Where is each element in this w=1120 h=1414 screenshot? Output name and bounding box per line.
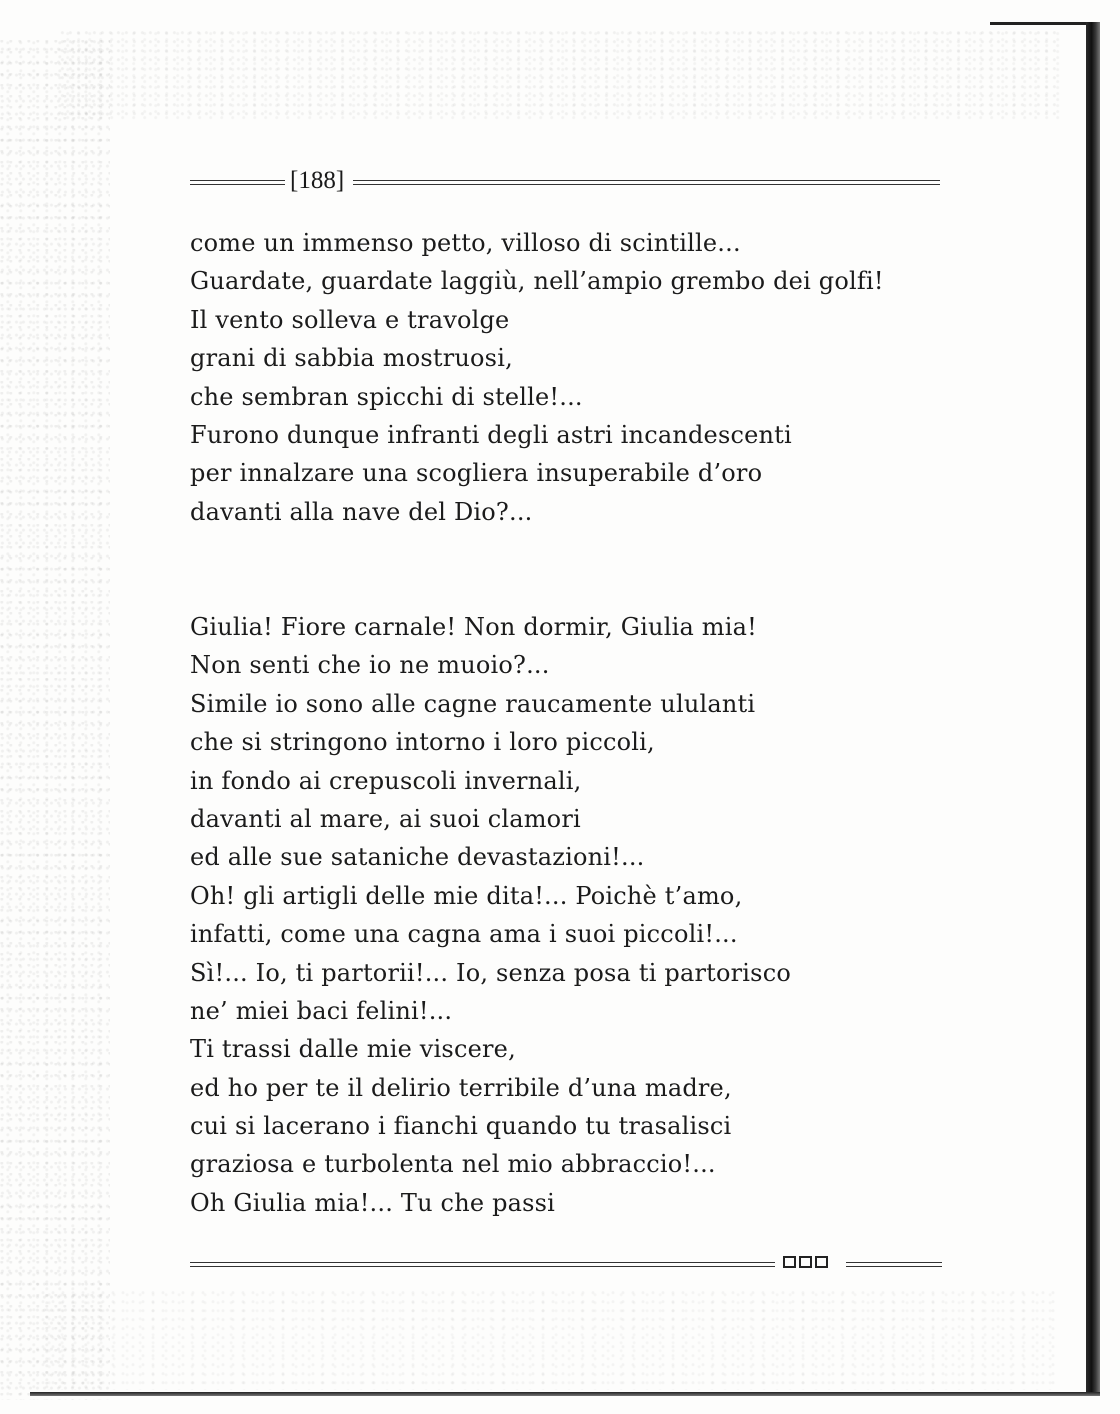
poem-line: Guardate, guardate laggiù, nell’ampio grembo dei golfi! (190, 267, 884, 296)
poem-line: Oh! gli artigli delle mie dita!... Poichè t’amo, (190, 881, 743, 910)
poem-line: graziosa e turbolenta nel mio abbraccio!... (190, 1150, 716, 1179)
poem-line: ed alle sue sataniche devastazioni!... (190, 843, 645, 872)
poem-line: infatti, come una cagna ama i suoi piccoli!... (190, 920, 738, 949)
ornament-boxes (783, 1256, 828, 1268)
poem-line: ne’ miei baci felini!... (190, 996, 453, 1025)
footer-rule-right (846, 1262, 942, 1267)
poem-line: davanti al mare, ai suoi clamori (190, 804, 581, 833)
poem-line: Il vento solleva e travolge (190, 305, 510, 334)
page-edge-top (990, 22, 1100, 25)
poem-line: come un immenso petto, villoso di scintille... (190, 229, 741, 257)
poem-line: Oh Giulia mia!... Tu che passi (190, 1188, 556, 1217)
poem-line: Non senti che io ne muoio?... (190, 651, 550, 680)
poem-line: che si stringono intorno i loro piccoli, (190, 728, 655, 757)
scan-noise-top (60, 30, 1060, 120)
page-header (190, 166, 940, 196)
ornament-square-icon (799, 1256, 812, 1268)
poem-line: per innalzare una scogliera insuperabile d’oro (190, 459, 763, 488)
poem-line: Furono dunque infranti degli astri incandescenti (190, 420, 792, 449)
poem-line: Sì!... Io, ti partorii!... Io, senza posa ti partorisco (190, 958, 791, 987)
page-edge-bottom (30, 1392, 1100, 1396)
poem-line: Simile io sono alle cagne raucamente ululanti (190, 689, 756, 718)
scan-noise-left (0, 40, 110, 1400)
poem-line: Ti trassi dalle mie viscere, (190, 1035, 516, 1064)
scan-noise-bottom (40, 1290, 1060, 1390)
poem-line: Giulia! Fiore carnale! Non dormir, Giulia mia! (190, 613, 757, 641)
stanza-1 (190, 224, 884, 531)
ornament-square-icon (783, 1256, 796, 1268)
footer-ornament (190, 1256, 942, 1276)
page-edge-right (1086, 22, 1100, 1392)
poem-line: in fondo ai crepuscoli invernali, (190, 766, 582, 795)
footer-rule-left (190, 1262, 775, 1267)
poem-line: ed ho per te il delirio terribile d’una madre, (190, 1073, 732, 1102)
header-rule-left (190, 180, 285, 185)
poem-line: che sembran spicchi di stelle!... (190, 382, 583, 411)
page-number: [188] (290, 167, 345, 194)
poem-line: cui si lacerano i fianchi quando tu trasalisci (190, 1112, 732, 1141)
stanza-2 (190, 608, 791, 1222)
poem-line: davanti alla nave del Dio?... (190, 497, 533, 526)
poem-line: grani di sabbia mostruosi, (190, 344, 513, 373)
ornament-square-icon (815, 1256, 828, 1268)
header-rule-right (353, 180, 940, 185)
